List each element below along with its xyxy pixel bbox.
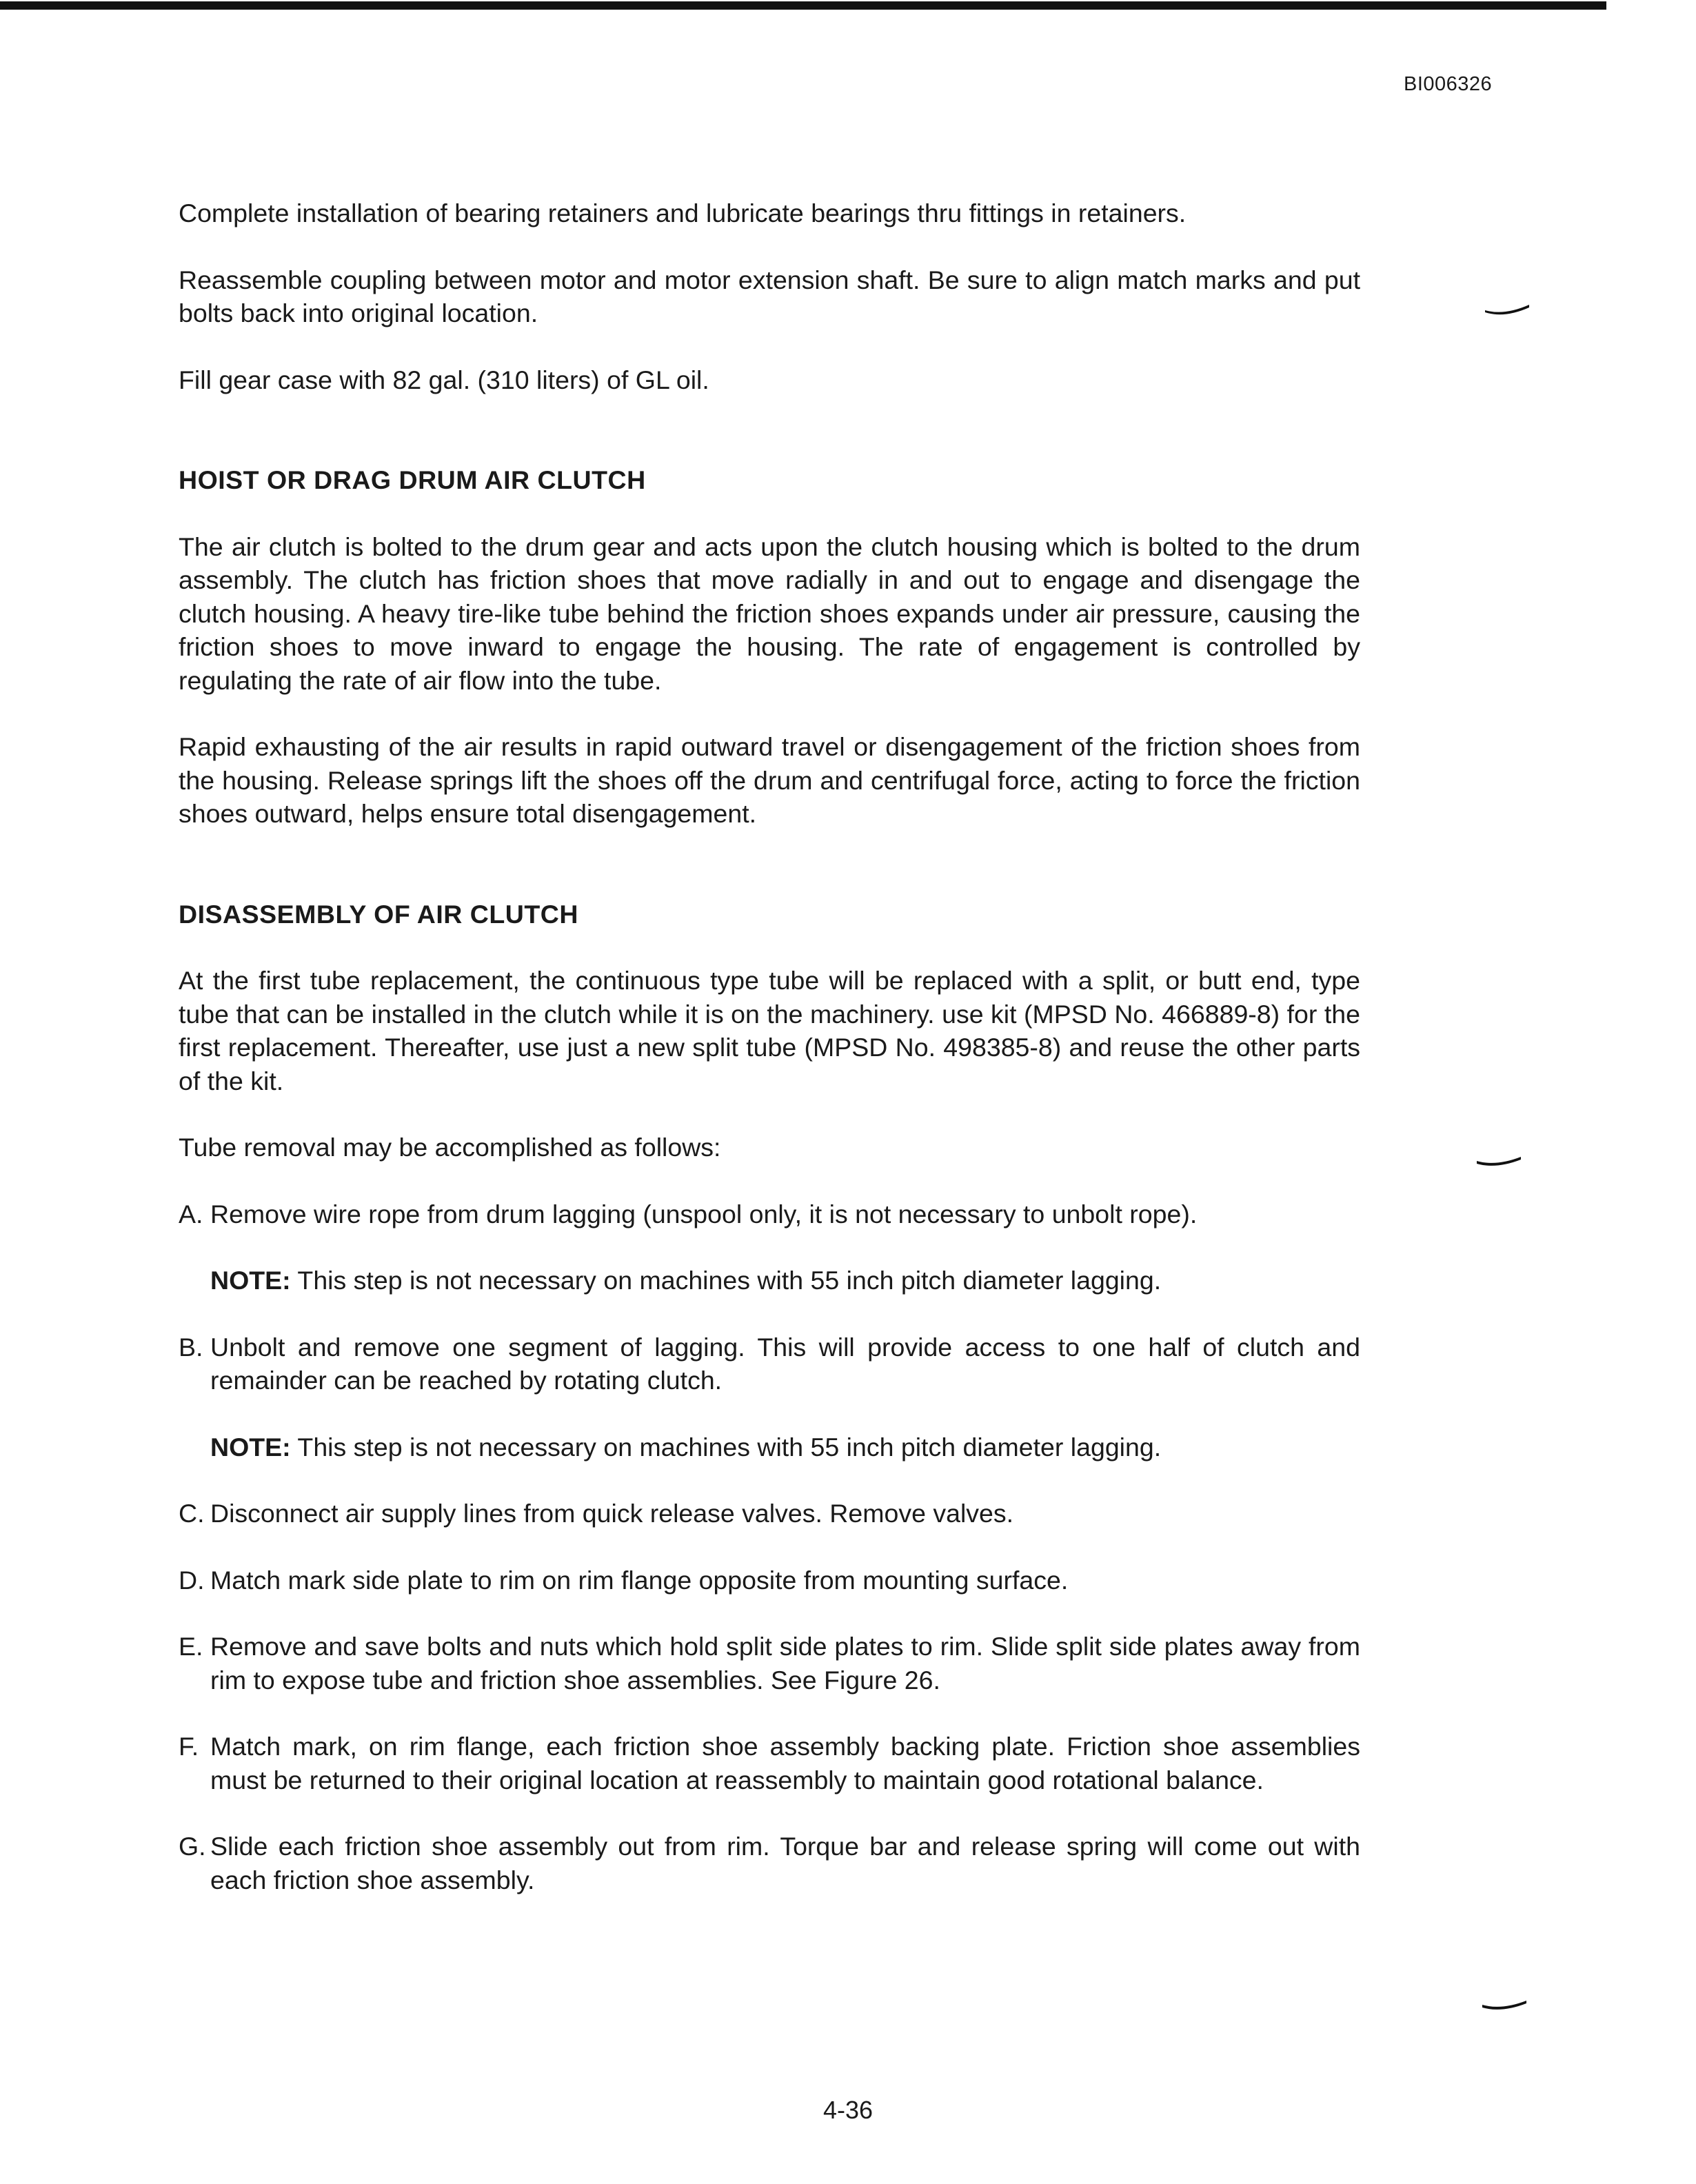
intro-paragraph: Reassemble coupling between motor and motor extension shaft. Be sure to align match marks and put bolts back into original location. <box>179 265 1360 327</box>
step-item <box>145 1730 1360 1797</box>
step-text: Match mark side plate to rim on rim flange opposite from mounting surface. <box>210 1565 1069 1595</box>
step-letter: C. <box>179 1499 205 1528</box>
note-label: NOTE: <box>210 1266 291 1295</box>
intro-paragraph: Fill gear case with 82 gal. (310 liters) of GL oil. <box>179 365 709 394</box>
body-paragraph: Rapid exhausting of the air results in rapid outward travel or disengagement of the friction shoes from the housing. Release springs lift the shoes off the drum and centrifugal force, acting to force the friction shoes outward, helps ensure total disengagement. <box>179 732 1360 828</box>
step-item <box>145 1564 1360 1597</box>
intro-paragraph: Complete installation of bearing retainers and lubricate bearings thru fittings in retainers. <box>179 199 1187 228</box>
step-text: Unbolt and remove one segment of lagging. This will provide access to one half of clutch and remainder can be reached by rotating clutch. <box>210 1332 1360 1395</box>
step-letter: F. <box>179 1732 199 1761</box>
step-item <box>145 1497 1360 1530</box>
section-heading-disassembly: DISASSEMBLY OF AIR CLUTCH <box>179 899 578 929</box>
document-id: BI006326 <box>1404 73 1493 95</box>
step-item <box>145 1630 1360 1697</box>
step-item <box>145 1830 1360 1897</box>
margin-tick-icon <box>1481 1999 1529 2013</box>
step-letter: E. <box>179 1632 203 1661</box>
step-text: Remove and save bolts and nuts which hold split side plates to rim. Slide split side plates away from rim to expose tube and friction shoe assemblies. See Figure 26. <box>210 1632 1360 1695</box>
top-rule <box>0 1 1606 10</box>
margin-tick-icon <box>1484 303 1532 317</box>
note-text: This step is not necessary on machines with 55 inch pitch diameter lagging. <box>290 1266 1162 1295</box>
note-text: This step is not necessary on machines with 55 inch pitch diameter lagging. <box>290 1432 1162 1462</box>
step-text: Disconnect air supply lines from quick release valves. Remove valves. <box>210 1499 1014 1528</box>
margin-tick-icon <box>1475 1155 1524 1169</box>
step-item <box>145 1197 1360 1231</box>
step-letter: G. <box>179 1832 206 1861</box>
page-number: 4-36 <box>822 2096 874 2124</box>
note <box>145 1264 1360 1297</box>
step-letter: B. <box>179 1332 203 1362</box>
step-item <box>145 1331 1360 1397</box>
body-paragraph: At the first tube replacement, the continuous type tube will be replaced with a split, or butt end, type tube that can be installed in the clutch while it is on the machinery. use kit (MPSD No. 466889-8) for the first replacement. Thereafter, use just a new split tube (MPSD No. 498385-8) and reuse the other parts of the kit. <box>179 966 1360 1095</box>
section-heading-air-clutch: HOIST OR DRAG DRUM AIR CLUTCH <box>179 465 646 494</box>
step-text: Match mark, on rim flange, each friction shoe assembly backing plate. Friction shoe assemblies must be returned to their original location at reassembly to maintain good rotational balance. <box>210 1732 1360 1794</box>
body-paragraph: Tube removal may be accomplished as follows: <box>179 1133 721 1162</box>
body-paragraph: The air clutch is bolted to the drum gear and acts upon the clutch housing which is bolted to the drum assembly. The clutch has friction shoes that move radially in and out to engage and disengage the clutch housing. A heavy tire-like tube behind the friction shoes expands under air pressure, causing the friction shoes to move inward to engage the housing. The rate of engagement is controlled by regulating the rate of air flow into the tube. <box>179 532 1360 695</box>
page-body <box>179 196 1360 1897</box>
step-text: Slide each friction shoe assembly out from rim. Torque bar and release spring will come out with each friction shoe assembly. <box>210 1832 1360 1894</box>
step-letter: D. <box>179 1565 205 1595</box>
note-label: NOTE: <box>210 1432 291 1462</box>
step-text: Remove wire rope from drum lagging (unspool only, it is not necessary to unbolt rope). <box>210 1199 1198 1228</box>
note <box>145 1430 1360 1464</box>
step-letter: A. <box>179 1199 203 1228</box>
